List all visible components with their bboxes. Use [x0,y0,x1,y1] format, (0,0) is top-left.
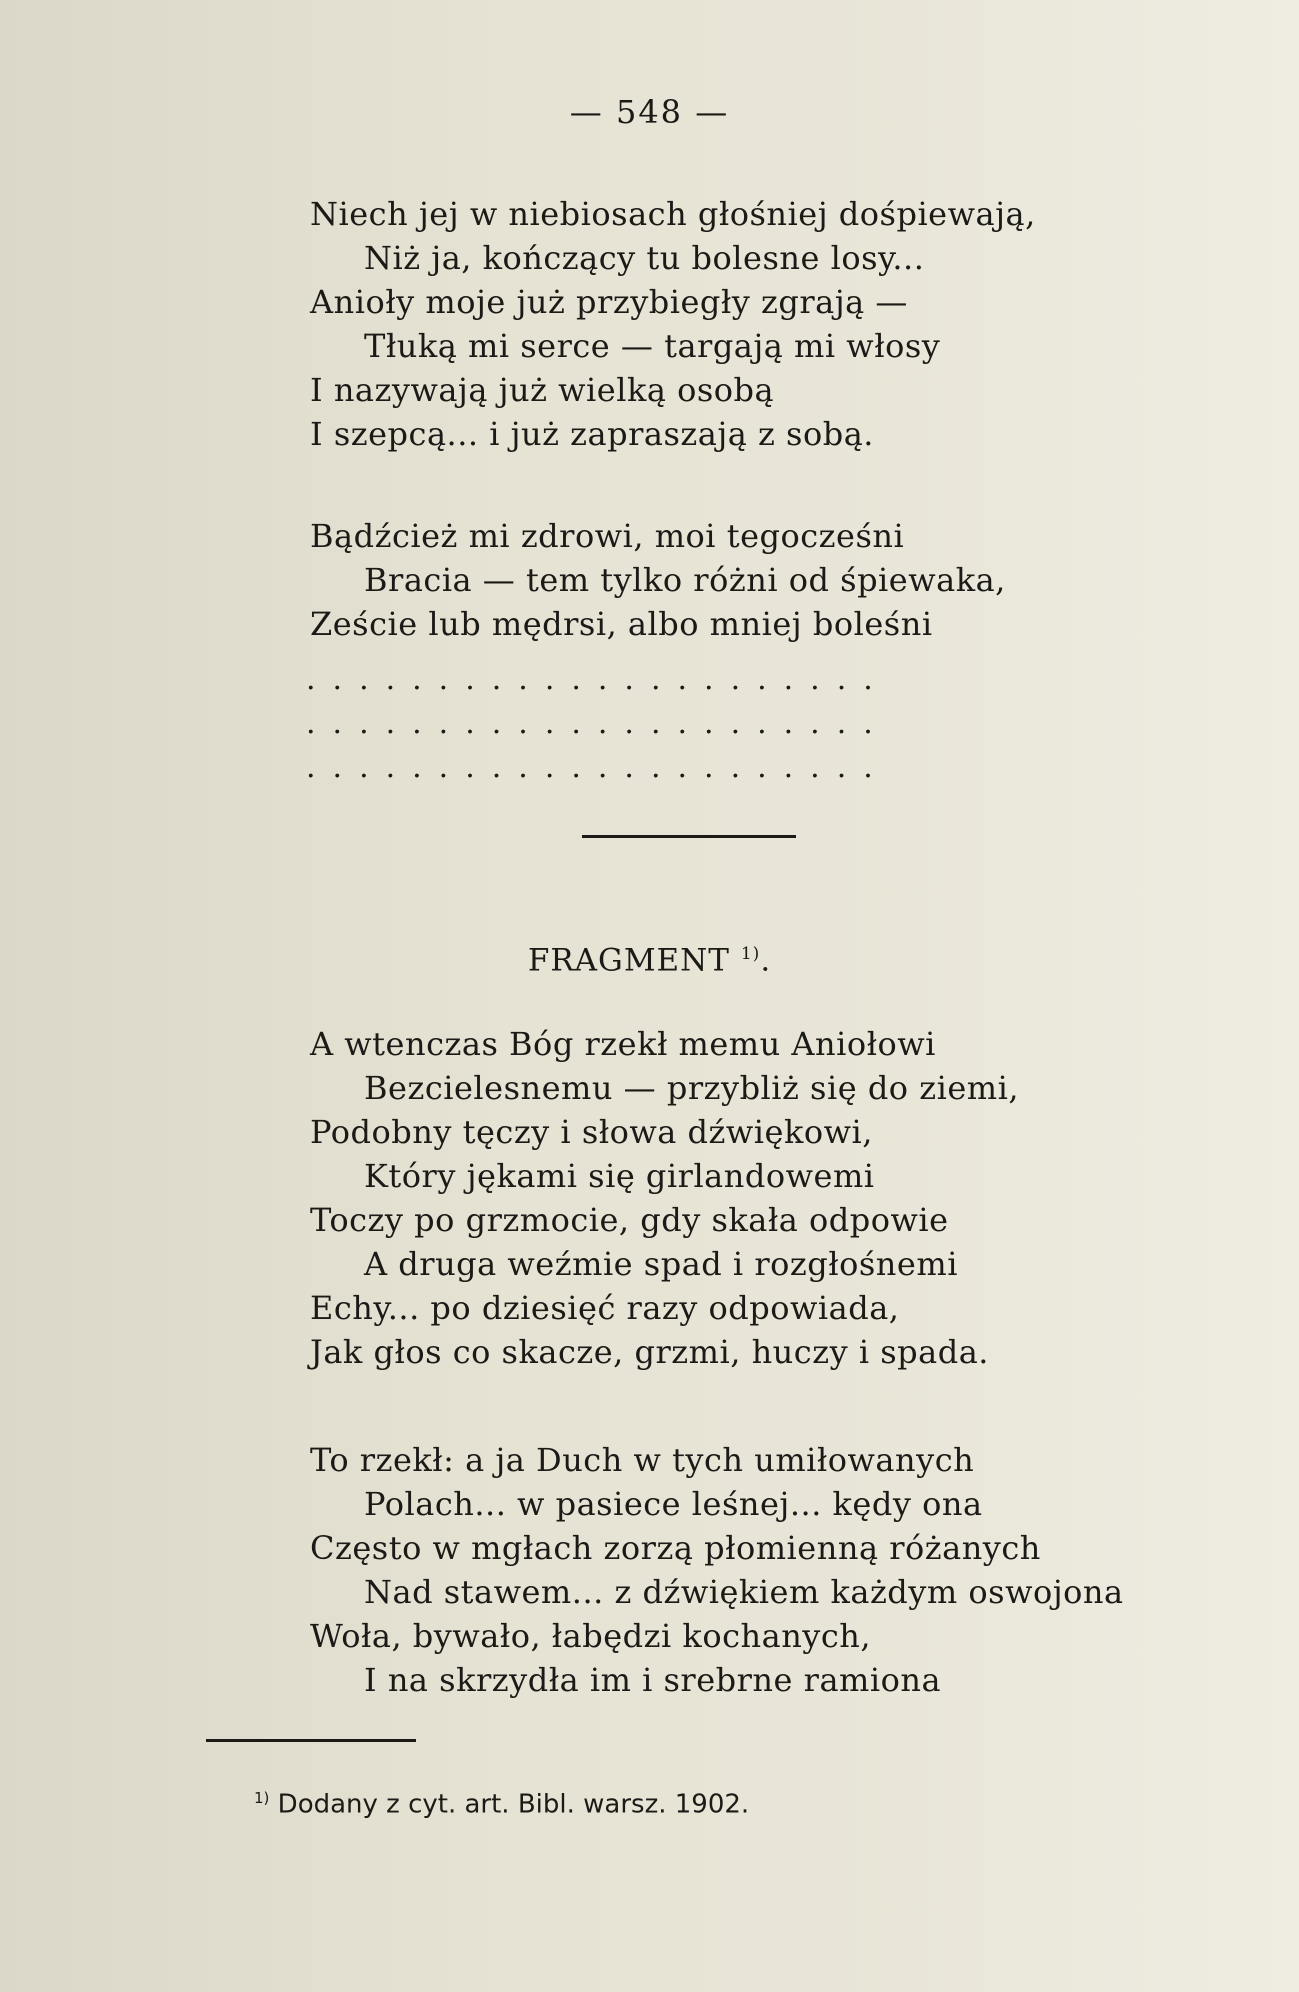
section-title: FRAGMENT $^{1)}$. [527,942,772,979]
footnote [254,1780,749,1823]
page-number: — 548 — [569,93,730,131]
verse-line: I nazywają już wielką osobą [310,371,775,409]
verse-line: I szepcą... i już zapraszają z sobą. [310,415,874,453]
footnote-reference: 1) [740,944,761,964]
verse-line: Podobny tęczy i słowa dźwiękowi, [310,1113,873,1151]
ellipsis-row: ...................... [306,662,890,697]
verse-line: Tłuką mi serce — targają mi włosy [364,327,941,365]
verse-line: To rzekł: a ja Duch w tych umiłowanych [310,1441,975,1479]
footnote-marker: 1) [254,1789,270,1807]
verse-line: Niż ja, kończący tu bolesne losy... [364,239,925,277]
verse-line: Bracia — tem tylko różni od śpiewaka, [364,561,1006,599]
ellipsis-row: ...................... [306,706,890,741]
verse-line: A wtenczas Bóg rzekł memu Aniołowi [310,1025,936,1063]
verse-line: Często w mgłach zorzą płomienną różanych [310,1529,1041,1567]
verse-line: Nad stawem... z dźwiękiem każdym oswojona [364,1573,1124,1611]
verse-line: Echy... po dziesięć razy odpowiada, [310,1289,900,1327]
verse-line: A druga weźmie spad i rozgłośnemi [364,1245,958,1283]
verse-line: Toczy po grzmocie, gdy skała odpowie [310,1201,949,1239]
verse-line: Woła, bywało, łabędzi kochanych, [310,1617,872,1655]
verse-line: Niech jej w niebiosach głośniej dośpiewają, [310,195,1036,233]
section-divider [582,835,796,838]
verse-line: I na skrzydła im i srebrne ramiona [364,1661,942,1699]
verse-line: Bezcielesnemu — przybliż się do ziemi, [364,1069,1020,1107]
footnote-divider [206,1739,416,1742]
verse-line: Polach... w pasiece leśnej... kędy ona [364,1485,983,1523]
verse-line: Który jękami się girlandowemi [364,1157,875,1195]
ellipsis-row: ...................... [306,750,890,785]
verse-line: Zeście lub mędrsi, albo mniej boleśni [310,605,933,643]
footnote-text: Dodany z cyt. art. Bibl. warsz. 1902. [277,1789,750,1820]
verse-line: Jak głos co skacze, grzmi, huczy i spada. [310,1333,989,1371]
section-title-text: FRAGMENT [527,942,730,979]
verse-line: Bądźcież mi zdrowi, moi tegocześni [310,517,905,555]
verse-line: Anioły moje już przybiegły zgrają — [310,283,908,321]
